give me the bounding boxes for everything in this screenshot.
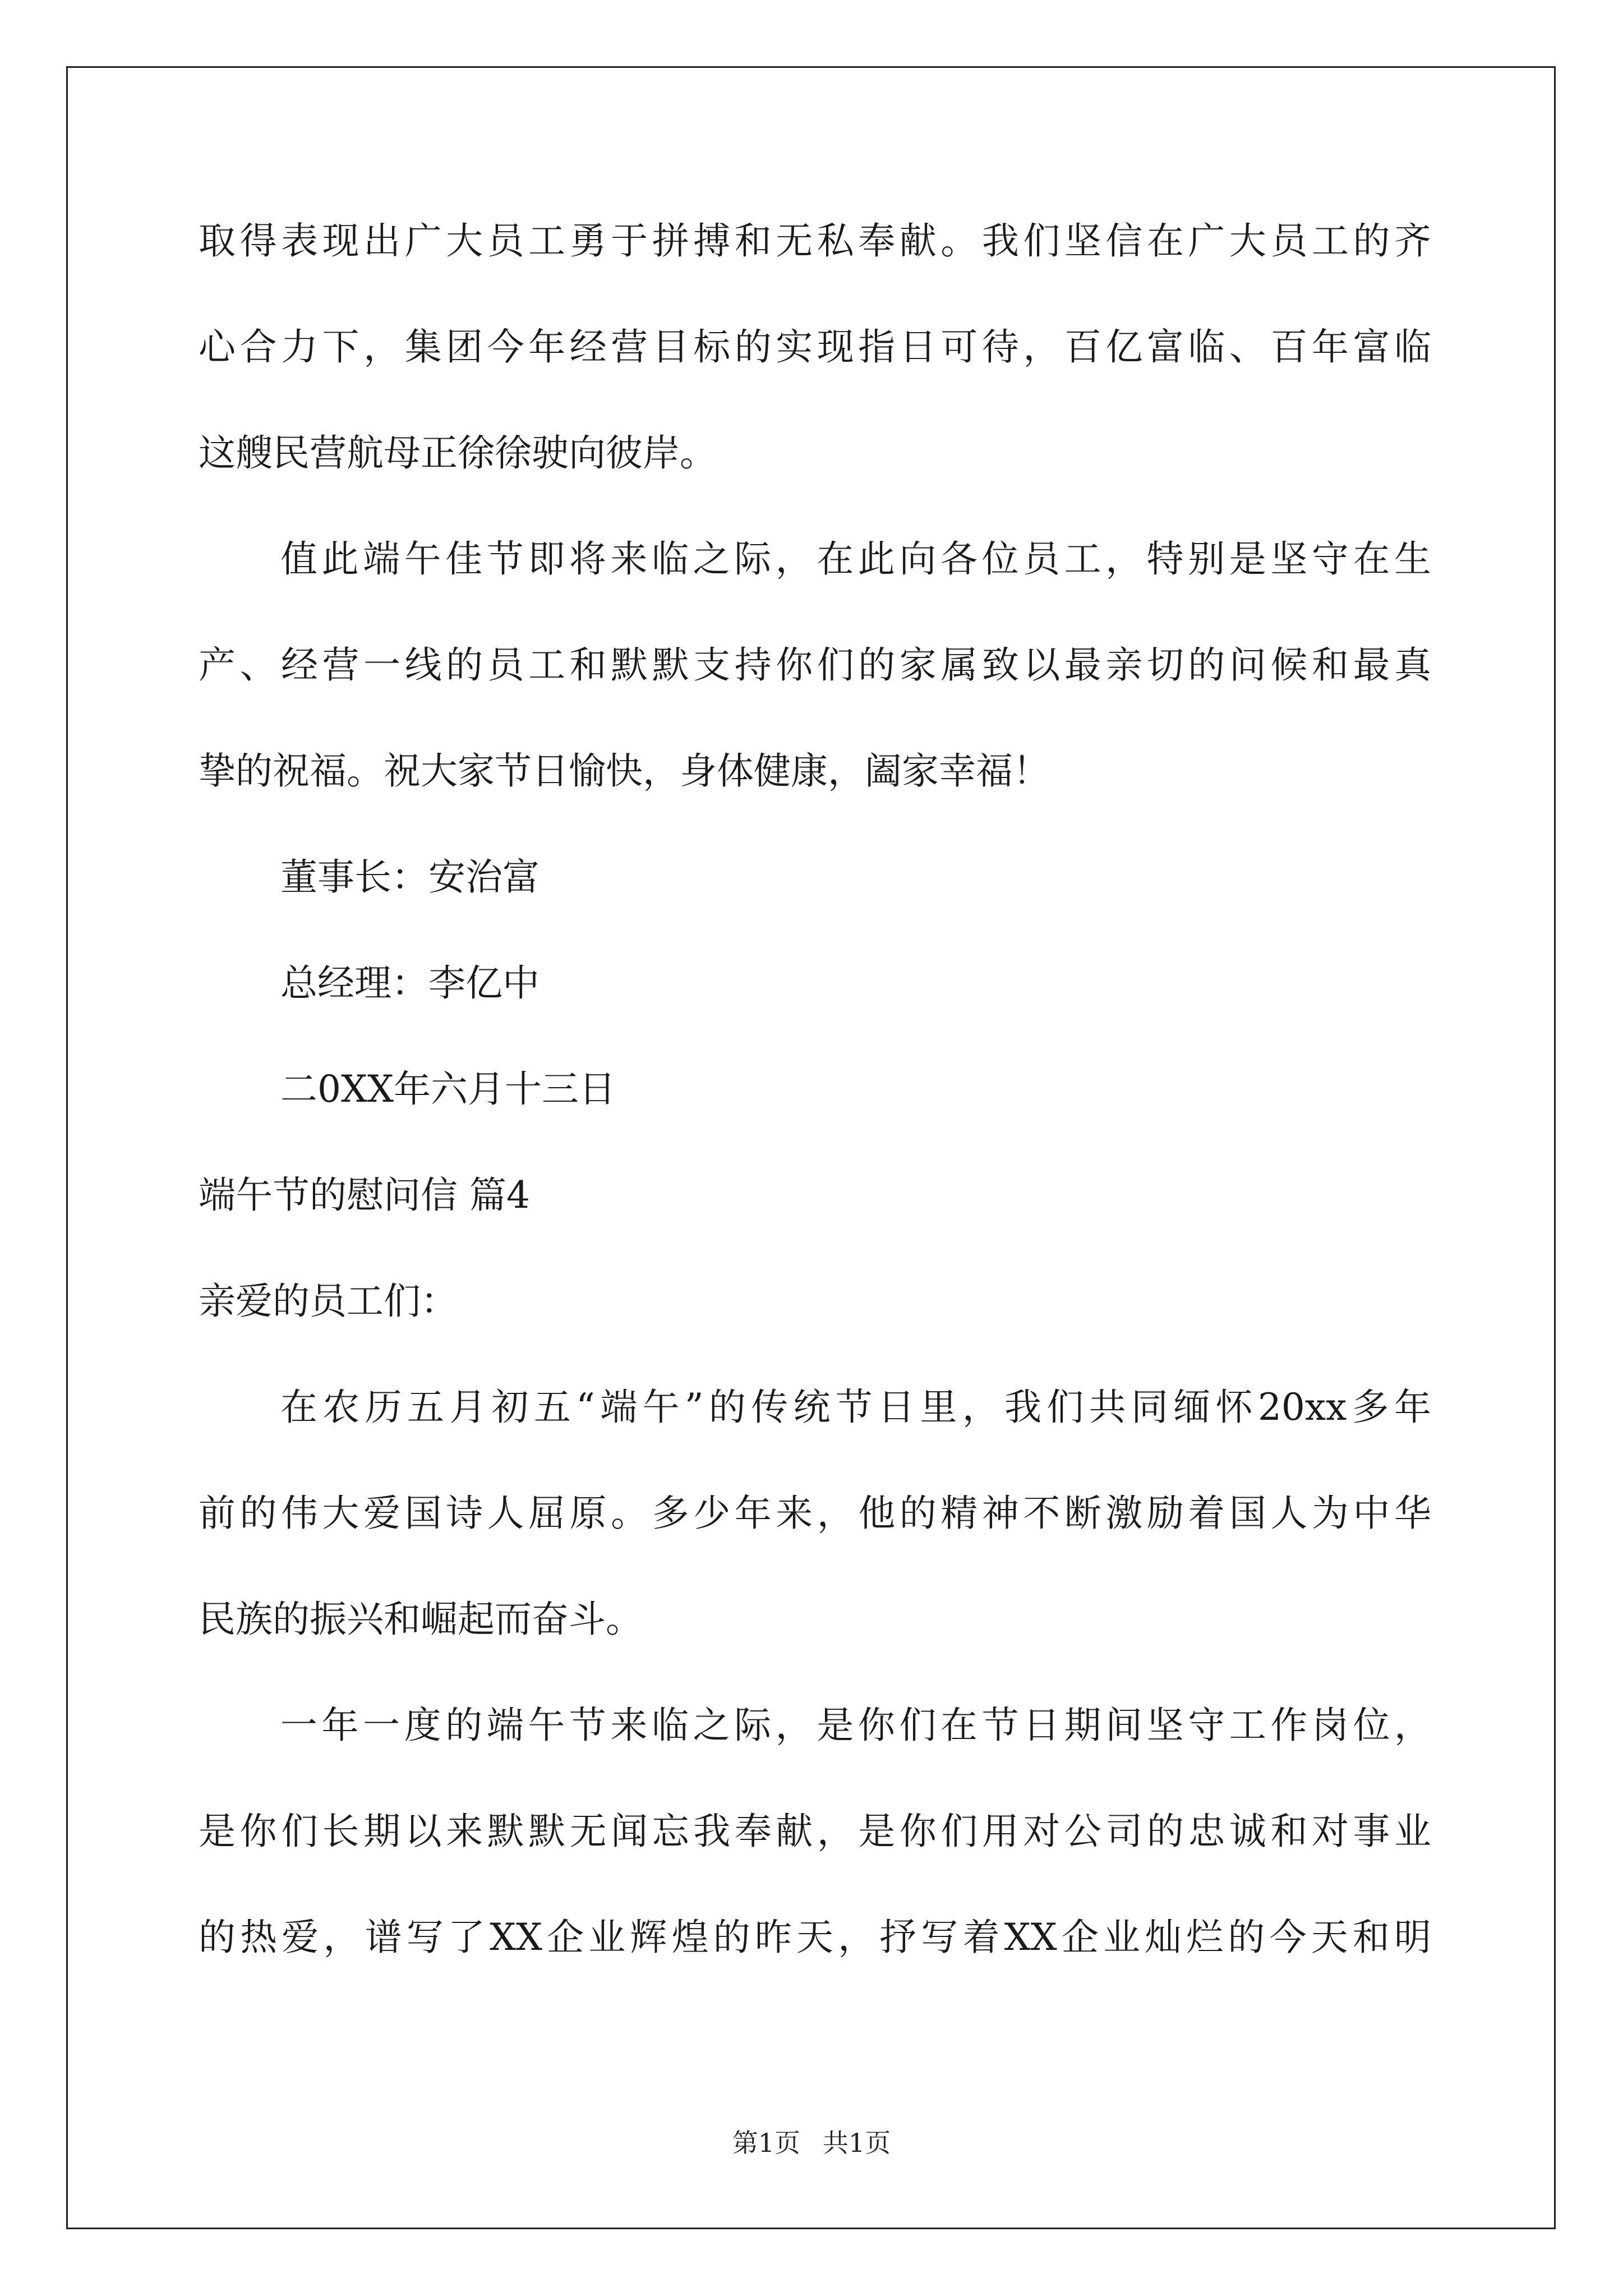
page-number-current: 第1页	[732, 2128, 800, 2158]
section-title: 端午节的慰问信 篇4	[199, 1174, 530, 1217]
text-line: 前的伟大爱国诗人屈原。多少年来，他的精神不断激励着国人为中华	[199, 1492, 1431, 1535]
letter-date: 二0XX年六月十三日	[280, 1068, 616, 1111]
text-line: 心合力下，集团今年经营目标的实现指日可待，百亿富临、百年富临	[199, 325, 1431, 369]
text-line: 挚的祝福。祝大家节日愉快，身体健康，阖家幸福！	[199, 749, 1050, 793]
text-line: 一年一度的端午节来临之际，是你们在节日期间坚守工作岗位，	[280, 1704, 1431, 1747]
text-line: 是你们长期以来默默无闻忘我奉献，是你们用对公司的忠诚和对事业	[199, 1810, 1431, 1853]
text-line: 产、经营一线的员工和默默支持你们的家属致以最亲切的问候和最真	[199, 643, 1431, 687]
signature-chairman: 董事长：安治富	[280, 855, 540, 899]
text-line: 这艘民营航母正徐徐驶向彼岸。	[199, 431, 717, 475]
text-line: 取得表现出广大员工勇于拼搏和无私奉献。我们坚信在广大员工的齐	[199, 219, 1431, 263]
page-footer	[0, 2126, 1623, 2160]
text-line: 值此端午佳节即将来临之际，在此向各位员工，特别是坚守在生	[280, 537, 1431, 581]
text-line: 民族的振兴和崛起而奋斗。	[199, 1598, 643, 1641]
text-line: 在农历五月初五“端午”的传统节日里，我们共同缅怀20xx多年	[280, 1386, 1431, 1429]
signature-general-manager: 总经理：李亿中	[280, 961, 540, 1005]
salutation: 亲爱的员工们：	[199, 1280, 458, 1323]
document-body	[199, 213, 1431, 2016]
text-line: 的热爱，谱写了XX企业辉煌的昨天，抒写着XX企业灿烂的今天和明	[199, 1916, 1431, 1959]
page-number-total: 共1页	[823, 2128, 891, 2158]
